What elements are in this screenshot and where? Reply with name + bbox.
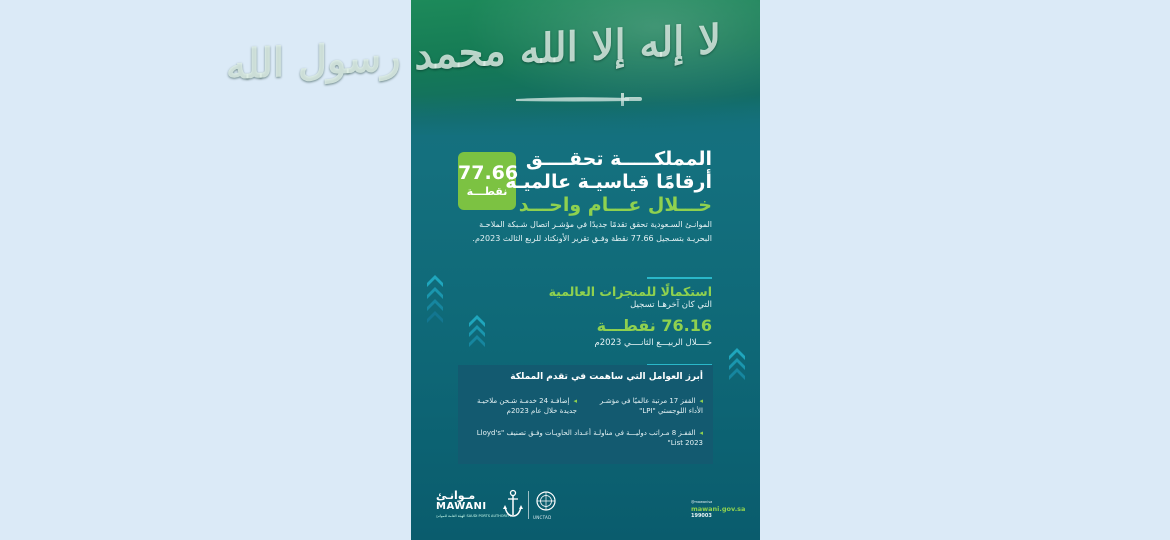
previous-period: خــــلال الربيـــع الثانــــي 2023م	[594, 338, 712, 348]
triangle-bullet-icon: ◂	[573, 397, 577, 405]
mawani-logo-subtitle: الهيئة العامة للموانئ SAUDI PORTS AUTHORITY	[436, 514, 512, 518]
chevron-up-icon	[727, 346, 747, 380]
factor-item: ◂القفز 17 مرتبة عالميًا في مؤشـر الأداء اللوجستي "LPI"	[599, 397, 703, 415]
mawani-logo-text: MAWANI	[436, 501, 487, 512]
factors-title: أبرز العوامل التي ساهمت في تقدم المملكة	[510, 372, 703, 382]
triangle-bullet-icon: ◂	[699, 397, 703, 405]
headline-line-2: أرقامًا قياسيـة عالميـة	[505, 171, 712, 193]
headline-line-3: خـــلال عـــام واحـــد	[518, 194, 712, 216]
shahada-calligraphy: لا إله إلا الله محمد رسول الله	[226, 15, 721, 89]
anchor-logo-icon	[502, 489, 524, 519]
section-divider	[647, 277, 712, 279]
contact-info	[691, 499, 746, 520]
previous-score: 76.16 نقطـــة	[596, 316, 712, 335]
partner-logos	[436, 489, 552, 525]
factors-panel	[458, 365, 713, 464]
score-value: 77.66	[458, 162, 519, 184]
infographic-poster	[226, 0, 760, 540]
factor-item: ◂إضافـة 24 خدمـة شـحن ملاحيـة جديدة خلال عام 2023م	[476, 397, 577, 415]
chevron-up-icon	[467, 313, 487, 347]
intro-paragraph: الموانـئ السـعودية تحقق تقدمًا جديدًا في مؤشـر اتصال شـبكة الملاحـة البحريـة بتسـجيل 77.66 نقطة وفـق تقرير الأونكتاد للربع الثالث 2023م.	[472, 220, 712, 243]
score-unit: نقطـــة	[466, 185, 508, 198]
logo-separator	[528, 491, 529, 519]
triangle-bullet-icon: ◂	[699, 429, 703, 437]
achievements-title: استكمالًا للمنجزات العالمية	[548, 284, 712, 299]
unctad-label: UNCTAD	[533, 515, 552, 520]
saudi-flag-banner	[226, 0, 760, 135]
mawani-logo-arabic: مـوانـئ	[436, 489, 476, 502]
social-handle: @mawanisa	[691, 500, 713, 504]
achievements-subtitle: التي كان آخرهـا تسجيل	[630, 300, 712, 310]
phone-number: 199003	[691, 513, 712, 519]
united-nations-emblem-icon	[534, 489, 558, 513]
headline-line-1: المملكـــــة تحقــــق	[525, 148, 712, 170]
factor-item: ◂القفـز 8 مـراتب دوليـــة في مناولـة أعـداد الحاويـات وفـق تصنيف "Lloyd's List 2023"	[476, 429, 703, 447]
website-link[interactable]: mawani.gov.sa	[691, 505, 746, 513]
chevron-up-icon	[425, 273, 445, 325]
